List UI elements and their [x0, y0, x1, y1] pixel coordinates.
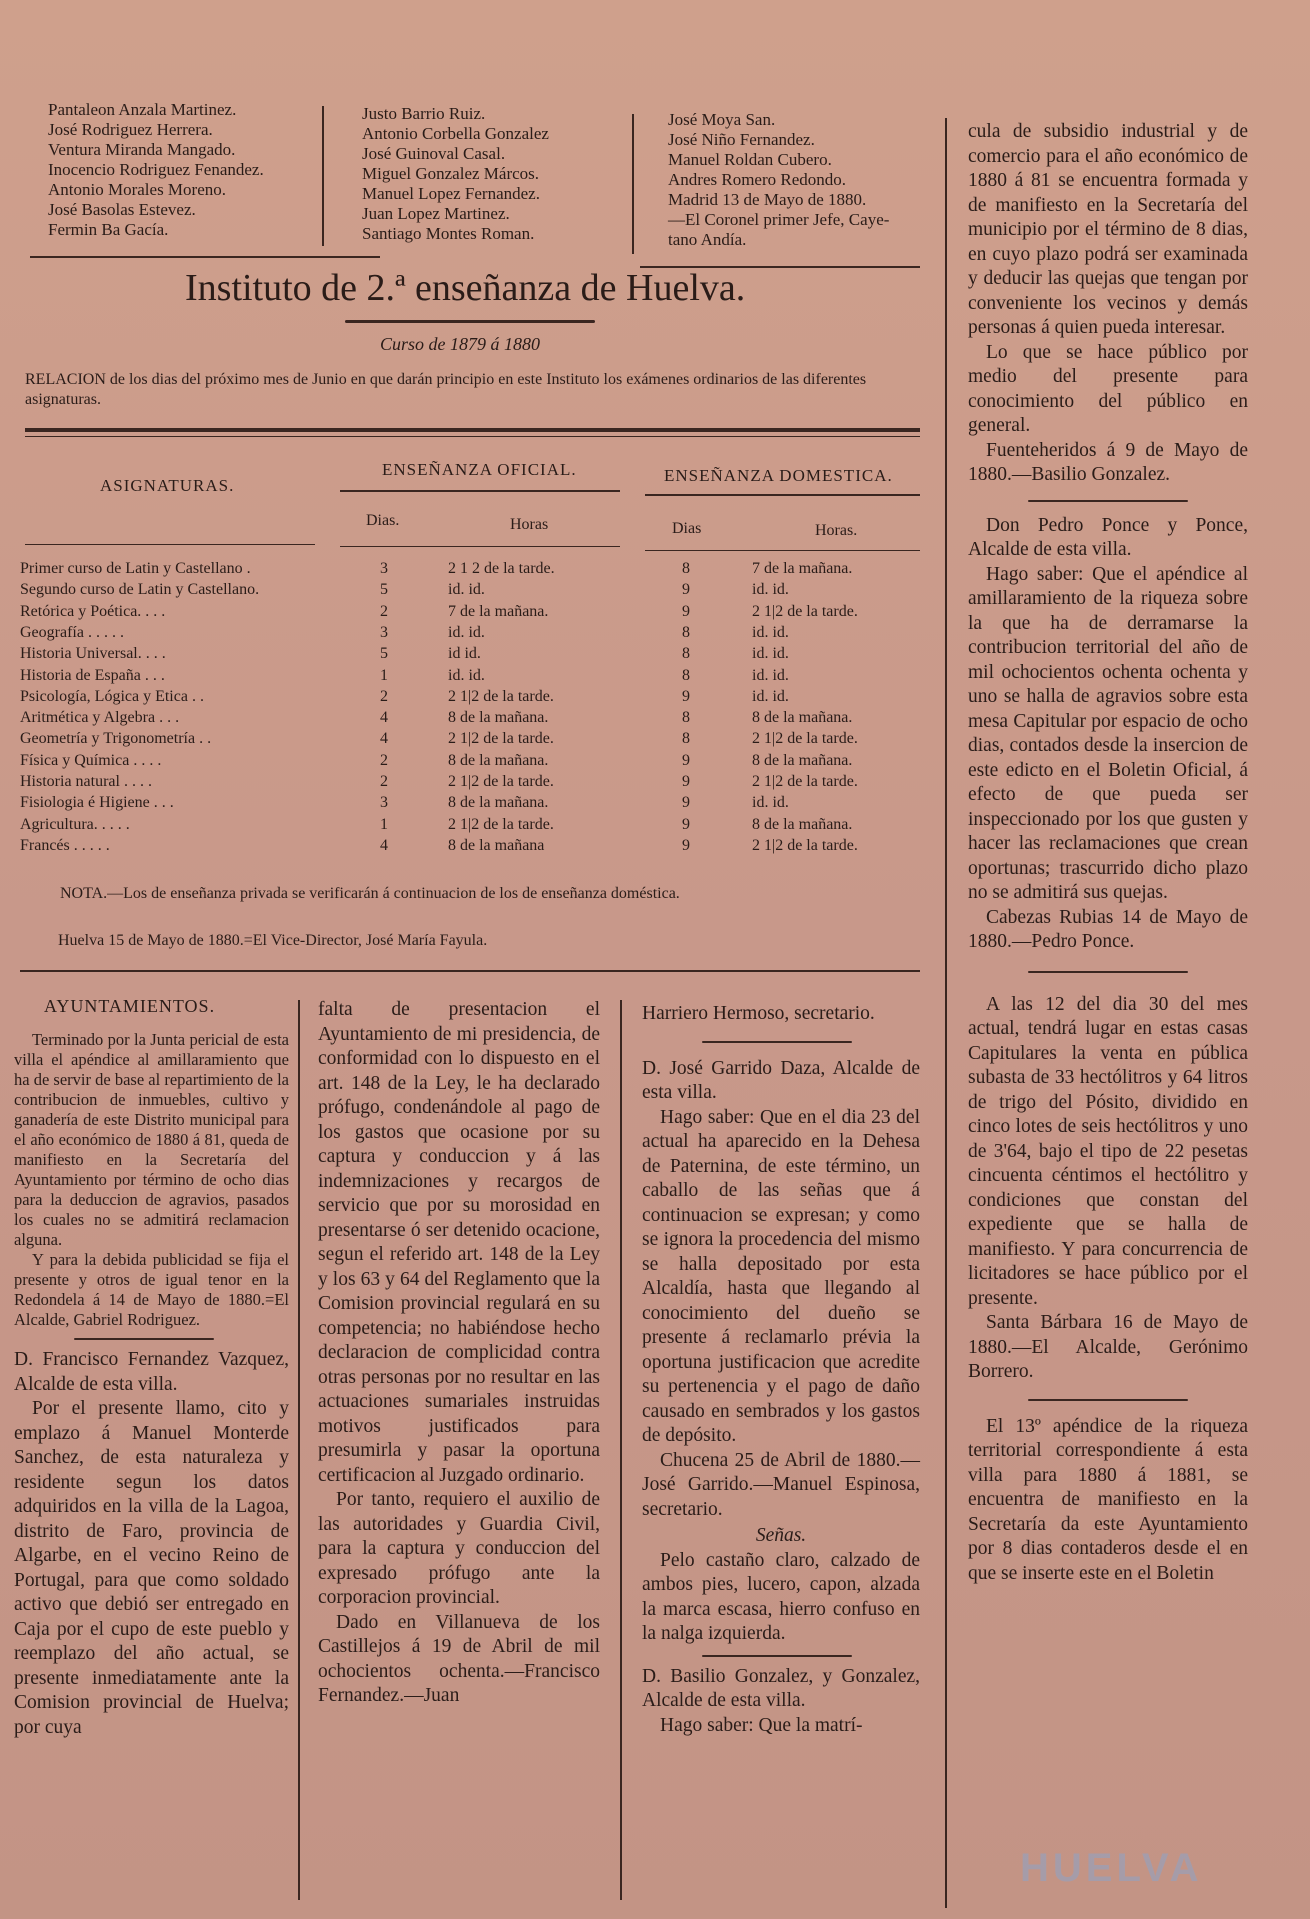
prófugo-text: falta de presentacion el Ayuntamiento de mi presidencia, de conformidad con lo dispuesto en el art. 148 de la Ley, le ha declarado prófugo, condenándole al pago de los gastos que ocasione por su captura y conduccion y á las indemnizaciones y recargos de servicio que por su morosidad en presentarse ó ser detenido ocacione, segun el referido art. 148 de la Ley y los 63 y 64 del Reglamento que la Comision provincial regulará en su competencia; no habiéndose hecho declaracion de complicidad contra otras personas por no resultar en las actuaciones sumariales instruidas motivos justificados para presumirla y pasar la oportuna certificacion al Juzgado ordinario.: [318, 999, 600, 1486]
fernandez-header: D. Francisco Fernandez Vazquez, Alcalde de esta villa.: [14, 1349, 289, 1395]
subsidio-notice: cula de subsidio industrial y de comercio para el año económico de 1880 á 81 se encuentra formada y de manifiesto en la Secretaría del municipio por el término de 8 dias, en cuyo plazo podrá ser examinada y deducir las quejas que tengan por conveniente los vecinos y demás personas á quien pueda interesar.: [968, 121, 1248, 338]
chucena-firma: Chucena 25 de Abril de 1880.—José Garrido.—Manuel Espinosa, secretario.: [642, 1449, 920, 1520]
separator: [702, 1041, 852, 1043]
table-cell-asig: Aritmética y Algebra . . .: [20, 709, 180, 727]
header-domestica: ENSEÑANZA DOMESTICA.: [664, 466, 893, 485]
rule: [25, 544, 315, 545]
separator: [1028, 971, 1188, 973]
header-horas-domestica: Horas.: [815, 522, 858, 539]
table-cell-d1: 4: [380, 730, 388, 748]
table-cell-asig: Geometría y Trigonometría . .: [20, 730, 212, 748]
names-column-3: [668, 110, 938, 250]
name-line: Inocencio Rodriguez Fenandez.: [48, 160, 264, 179]
table-row: [20, 794, 930, 815]
table-cell-d1: 3: [380, 623, 388, 641]
senas-heading: Señas.: [755, 1525, 807, 1546]
table-cell-h2: id. id.: [752, 645, 789, 663]
rule: [340, 490, 620, 492]
table-row: [20, 773, 930, 794]
ponce-edict: Hago saber: Que el apéndice al amillaramiento de la riqueza sobre la que ha de derramarse la contribucion territorial del año de mil ochocientos ochenta ochenta y uno se halla de agravios sobre esta mesa Capitular por espacio de ocho dias, contados desde la insercion de este edicto en el Boletin Oficial, á efecto de que pueda ser inspeccionado por los que gusten y hacer las reclamaciones que crean oportunas; trascurrido dicho plazo no se admitirá sus quejas.: [968, 563, 1248, 903]
table-cell-d1: 4: [380, 709, 388, 727]
table-cell-d2: 9: [682, 581, 690, 599]
table-cell-h1: 2 1|2 de la tarde.: [448, 687, 554, 705]
table-cell-h1: 8 de la mañana: [448, 836, 545, 854]
table-cell-h1: id. id.: [448, 623, 485, 641]
table-cell-h1: 8 de la mañana.: [448, 709, 549, 727]
table-cell-asig: Francés . . . . .: [20, 836, 110, 854]
name-line: Andres Romero Redondo.: [668, 170, 847, 189]
name-line: Fermin Ba Gacía.: [48, 220, 169, 239]
name-line: —El Coronel primer Jefe, Caye-: [668, 210, 890, 229]
name-line: Madrid 13 de Mayo de 1880.: [668, 190, 867, 209]
column-divider: [620, 1000, 622, 1900]
thin-rule: [25, 436, 920, 437]
name-line: José Guinoval Casal.: [362, 144, 506, 163]
table-cell-h1: 2 1 2 de la tarde.: [448, 560, 555, 577]
header-oficial: ENSEÑANZA OFICIAL.: [382, 460, 577, 479]
table-cell-d2: 8: [682, 623, 690, 641]
name-line: Justo Barrio Ruiz.: [362, 104, 486, 123]
basilio-header: D. Basilio Gonzalez, y Gonzalez, Alcalde de esta villa.: [642, 1665, 920, 1711]
table-cell-d1: 1: [380, 815, 388, 833]
table-cell-d1: 3: [380, 794, 388, 812]
table-cell-h1: id. id.: [448, 666, 485, 684]
name-line: Santiago Montes Roman.: [362, 224, 535, 243]
name-line: Juan Lopez Martinez.: [362, 204, 510, 223]
table-cell-h1: id. id.: [448, 581, 485, 599]
ornament-rule: [345, 320, 595, 323]
ponce-header: Don Pedro Ponce y Ponce, Alcalde de esta villa.: [968, 514, 1248, 560]
column-divider: [945, 118, 947, 1908]
table-row: [20, 688, 930, 709]
separator: [702, 1655, 852, 1657]
header-horas-oficial: Horas: [510, 516, 549, 533]
subasta-firma: Santa Bárbara 16 de Mayo de 1880.—El Alcalde, Gerónimo Borrero.: [968, 1312, 1248, 1382]
table-cell-h2: 7 de la mañana.: [752, 560, 853, 577]
rule: [645, 550, 920, 551]
name-line: tano Andía.: [668, 230, 747, 249]
name-line: Manuel Lopez Fernandez.: [362, 184, 540, 203]
table-cell-h2: id. id.: [752, 794, 789, 812]
table-row: [20, 730, 930, 751]
column-c: [642, 1002, 920, 1738]
garrido-header: D. José Garrido Daza, Alcalde de esta villa.: [642, 1057, 920, 1103]
name-line: Pantaleon Anzala Martinez.: [48, 100, 237, 119]
column-a: [14, 996, 289, 1740]
table-cell-asig: Segundo curso de Latin y Castellano.: [20, 581, 260, 599]
table-cell-h2: id. id.: [752, 581, 789, 599]
table-cell-d1: 2: [380, 751, 388, 769]
requiero-text: Por tanto, requiero el auxilio de las autoridades y Guardia Civil, para la captura y conduccion del expresado prófugo ante la corporacion provincial.: [318, 1489, 600, 1608]
table-cell-h2: 2 1|2 de la tarde.: [752, 602, 858, 620]
column-divider: [632, 114, 634, 254]
table-row: [20, 624, 930, 645]
table-cell-h1: 2 1|2 de la tarde.: [448, 773, 554, 790]
name-line: José Basolas Estevez.: [48, 200, 196, 219]
table-row: [20, 603, 930, 624]
instituto-title: Instituto de 2.ª enseñanza de Huelva.: [185, 267, 746, 309]
table-cell-d2: 8: [682, 645, 690, 663]
subsidio-firma: Fuenteheridos á 9 de Mayo de 1880.—Basilio Gonzalez.: [968, 439, 1248, 485]
curso-line: Curso de 1879 á 1880: [380, 334, 541, 354]
table-row: [20, 645, 930, 666]
table-cell-d1: 2: [380, 602, 388, 620]
table-cell-h2: id. id.: [752, 623, 789, 641]
name-line: José Rodriguez Herrera.: [48, 120, 213, 139]
table-cell-asig: Geografía . . . . .: [20, 623, 124, 641]
table-cell-d2: 8: [682, 709, 690, 727]
table-cell-h1: id id.: [448, 645, 481, 663]
name-line: Ventura Miranda Mangado.: [48, 140, 236, 159]
name-line: José Moya San.: [668, 110, 776, 129]
rule: [30, 256, 380, 258]
table-cell-h2: 2 1|2 de la tarde.: [752, 730, 858, 748]
header-dias-domestica: Dias: [672, 520, 702, 537]
table-row: [20, 837, 930, 858]
table-row: [20, 752, 930, 773]
header-dias-oficial: Dias.: [366, 512, 400, 529]
table-cell-d2: 9: [682, 751, 690, 769]
table-cell-h1: 8 de la mañana.: [448, 751, 549, 769]
table-cell-asig: Historia Universal. . . .: [20, 645, 166, 663]
table-cell-d1: 1: [380, 666, 388, 684]
table-cell-h2: 8 de la mañana.: [752, 709, 853, 727]
ponce-firma: Cabezas Rubias 14 de Mayo de 1880.—Pedro Ponce.: [968, 906, 1248, 952]
table-cell-d1: 5: [380, 645, 388, 663]
column-divider: [322, 106, 324, 246]
header-asignaturas: ASIGNATURAS.: [100, 476, 235, 495]
rule: [340, 546, 620, 547]
thick-rule: [25, 428, 920, 432]
relacion-text: RELACION de los dias del próximo mes de Junio en que darán principio en este Instituto los exámenes ordinarios de las diferentes asignaturas.: [25, 371, 867, 408]
table-cell-h2: id. id.: [752, 666, 789, 684]
name-line: Antonio Corbella Gonzalez: [362, 124, 549, 143]
table-cell-asig: Retórica y Poética. . . .: [20, 602, 166, 620]
table-cell-h2: 8 de la mañana.: [752, 751, 853, 769]
table-row: [20, 560, 930, 581]
subasta-notice: A las 12 del dia 30 del mes actual, tendrá lugar en estas casas Capitulares la venta en pública subasta de 33 hectólitros y 64 litros de trigo del Pósito, dividido en cinco lotes de seis hectólitros y uno de 3'64, bajo el tipo de 22 pesetas cincuenta céntimos el hectólitro y condiciones que constan del expediente que se halla de manifiesto. Y para concurrencia de licitadores se hace público por el presente.: [968, 993, 1248, 1309]
harriero-firma: Harriero Hermoso, secretario.: [642, 1003, 875, 1024]
table-cell-asig: Agricultura. . . . .: [20, 815, 130, 833]
table-cell-d1: 3: [380, 560, 388, 577]
senas-text: Pelo castaño claro, calzado de ambos pies, lucero, capon, alzada la marca escasa, hierro confuso en la nalga izquierda.: [642, 1549, 920, 1644]
name-line: Manuel Roldan Cubero.: [668, 150, 832, 169]
villanueva-firma: Dado en Villanueva de los Castillejos á 19 de Abril de mil ochocientos ochenta.—Francisco Fernandez.—Juan: [318, 1611, 600, 1706]
name-line: Antonio Morales Moreno.: [48, 180, 227, 199]
instituto-firma: Huelva 15 de Mayo de 1880.=El Vice-Director, José María Fayula.: [58, 932, 488, 949]
table-cell-d1: 4: [380, 836, 388, 854]
table-cell-d2: 9: [682, 687, 690, 705]
table-cell-d2: 9: [682, 836, 690, 854]
table-cell-asig: Historia natural . . . .: [20, 773, 152, 790]
subsidio-publicacion: Lo que se hace público por medio del presente para conocimiento del público en general.: [968, 341, 1248, 436]
table-cell-asig: Fisiologia é Higiene . . .: [20, 794, 174, 812]
rule: [645, 494, 920, 496]
table-cell-h2: 8 de la mañana.: [752, 815, 853, 833]
table-cell-d2: 9: [682, 815, 690, 833]
table-row: [20, 709, 930, 730]
table-cell-d2: 8: [682, 560, 690, 577]
table-cell-h2: id. id.: [752, 687, 789, 705]
table-cell-d2: 8: [682, 730, 690, 748]
separator: [1028, 500, 1188, 502]
watermark-stamp: HUELVA: [1020, 1846, 1203, 1890]
names-column-1: [48, 100, 318, 240]
table-row: [20, 581, 930, 602]
redondela-firma: Y para la debida publicidad se fija el presente y otros de igual tenor en la Redondela á 14 de Mayo de 1880.=El Alcalde, Gabriel Rodriguez.: [14, 1250, 289, 1329]
name-line: Miguel Gonzalez Márcos.: [362, 164, 540, 183]
right-column: [968, 120, 1248, 1586]
names-column-2: [362, 104, 632, 244]
table-cell-h2: 2 1|2 de la tarde.: [752, 836, 858, 854]
garrido-edict: Hago saber: Que en el dia 23 del actual ha aparecido en la Dehesa de Paternina, de este término, un caballo de las señas que á continuacion se expresan; y como se ignora la procedencia del mismo se halla depositado por esta Alcaldía, hasta que llegando al conocimiento del dueño se presente á reclamarlo prévia la oportuna justificacion que acredite su pertenencia y el pago de daño causado en sembrados y los gastos de depósito.: [642, 1106, 920, 1446]
table-cell-d1: 2: [380, 687, 388, 705]
table-cell-d1: 5: [380, 581, 388, 599]
table-cell-asig: Historia de España . . .: [20, 666, 165, 684]
table-cell-h2: 2 1|2 de la tarde.: [752, 773, 858, 790]
fernandez-edict: Por el presente llamo, cito y emplazo á Manuel Monterde Sanchez, de esta naturaleza y residente segun los datos adquiridos en la villa de la Lagoa, distrito de Faro, provincia de Algarbe, en el vecino Reino de Portugal, para que como soldado activo que debió ser entregado en Caja por el cupo de este pueblo y reemplazo del año actual, se presente inmediatamente ante la Comision provincial de Huelva; por cuya: [14, 1398, 289, 1738]
separator: [1028, 1399, 1188, 1401]
table-cell-d2: 8: [682, 666, 690, 684]
separator: [74, 1338, 214, 1340]
redondela-notice: Terminado por la Junta pericial de esta villa el apéndice al amillaramiento que ha de servir de base al repartimiento de la contribucion de inmuebles, cultivo y ganadería de este Distrito municipal para el año económico de 1880 á 81, queda de manifiesto en la Secretaría del Ayuntamiento por término de ocho dias para la deduccion de agravios, pasados los cuales no se admitirá reclamacion alguna.: [14, 1030, 289, 1249]
nota-text: NOTA.—Los de enseñanza privada se verificarán á continuacion de los de enseñanza doméstica.: [60, 885, 680, 902]
table-row: [20, 667, 930, 688]
table-cell-h1: 8 de la mañana.: [448, 794, 549, 812]
name-line: José Niño Fernandez.: [668, 130, 815, 149]
table-row: [20, 816, 930, 837]
table-cell-h1: 2 1|2 de la tarde.: [448, 730, 554, 748]
column-b: [318, 998, 600, 1709]
table-cell-asig: Primer curso de Latin y Castellano .: [20, 560, 251, 577]
rule: [20, 970, 920, 972]
ayuntamientos-heading: AYUNTAMIENTOS.: [44, 996, 216, 1016]
table-cell-asig: Psicología, Lógica y Etica . .: [20, 687, 204, 705]
basilio-edict: Hago saber: Que la matrí-: [660, 1714, 863, 1736]
column-divider: [298, 1000, 300, 1900]
table-cell-h1: 2 1|2 de la tarde.: [448, 815, 554, 833]
table-cell-d1: 2: [380, 773, 388, 790]
table-cell-asig: Física y Química . . . .: [20, 751, 162, 769]
table-cell-d2: 9: [682, 602, 690, 620]
table-cell-d2: 9: [682, 794, 690, 812]
table-cell-d2: 9: [682, 773, 690, 790]
table-cell-h1: 7 de la mañana.: [448, 602, 549, 620]
apendice-notice: El 13º apéndice de la riqueza territorial correspondiente á esta villa para 1880 á 1881, se encuentra de manifiesto en la Secretaría da este Ayuntamiento por 8 dias contaderos desde el en que se inserte este en el Boletin: [968, 1415, 1248, 1584]
